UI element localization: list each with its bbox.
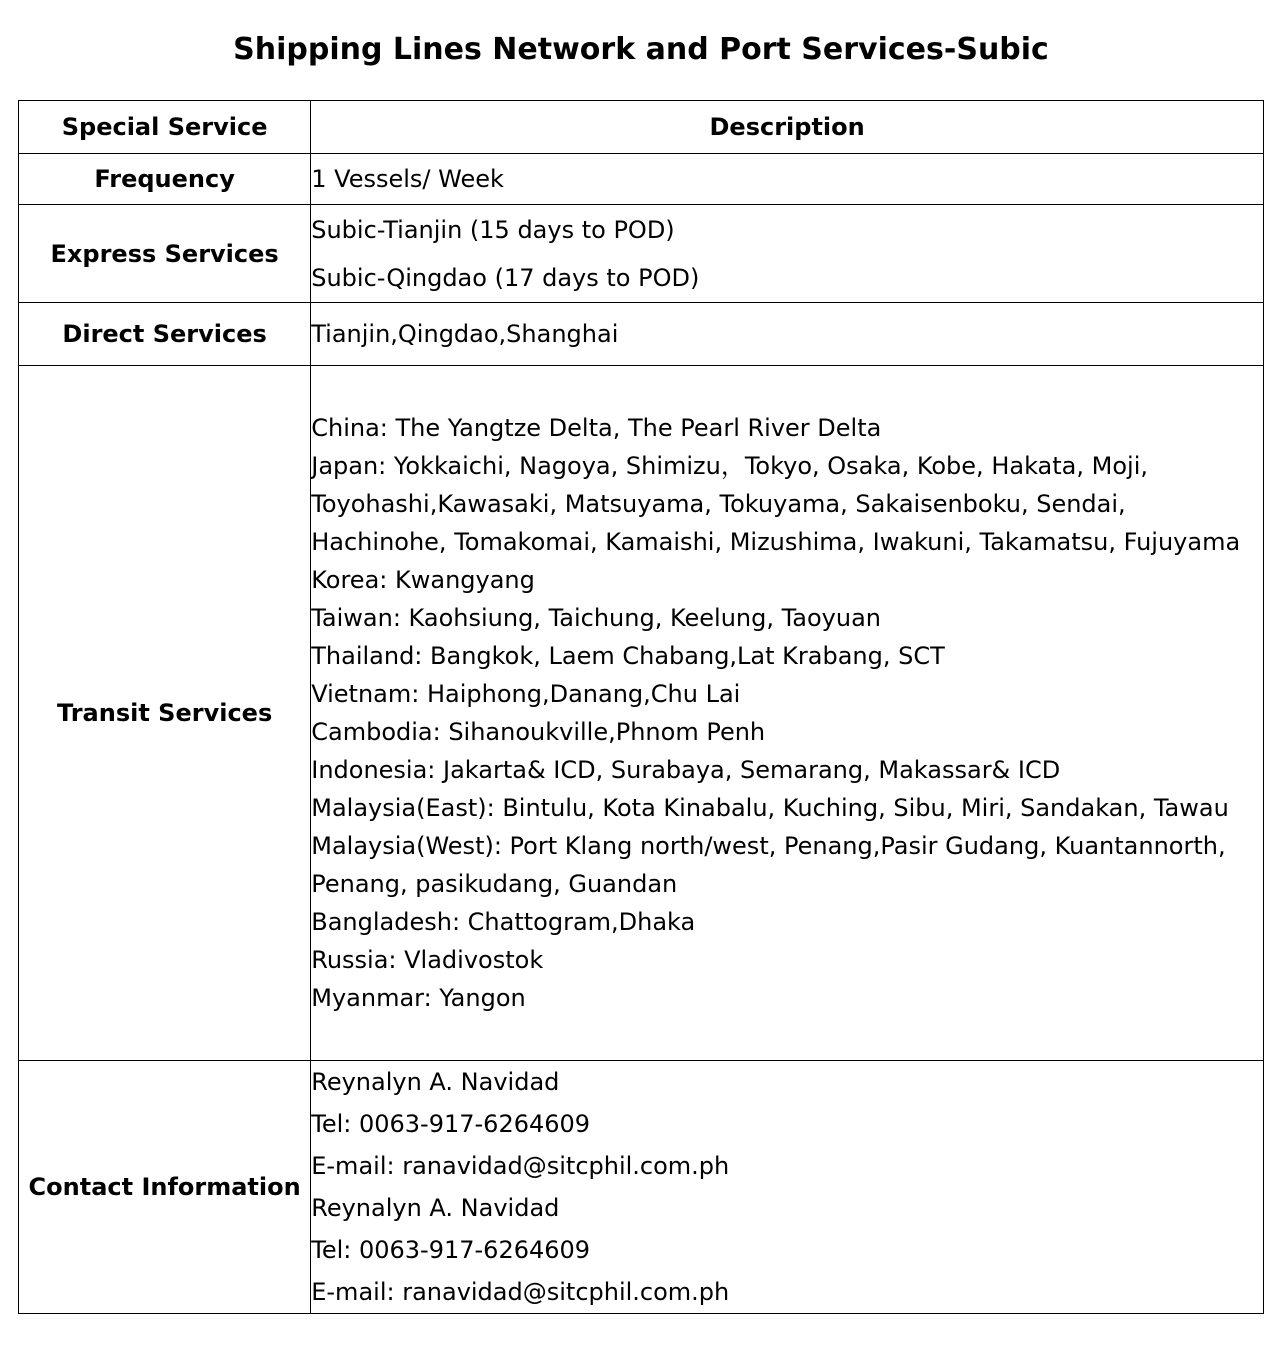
transit-region: Malaysia(East): Bintulu, Kota Kinabalu, Kuching, Sibu, Miri, Sandakan, Tawau: [311, 794, 1229, 822]
frequency-row: [19, 154, 1264, 205]
transit-region: Bangladesh: Chattogram,Dhaka: [311, 908, 696, 936]
contact-information-row: [19, 1061, 1264, 1314]
transit-region: Indonesia: Jakarta& ICD, Surabaya, Semarang, Makassar& ICD: [311, 756, 1061, 784]
transit-region: Taiwan: Kaohsiung, Taichung, Keelung, Taoyuan: [311, 604, 882, 632]
frequency-value: 1 Vessels/ Week: [311, 154, 1264, 205]
header-description: Description: [311, 101, 1264, 154]
contact-phone: Tel: 0063-917-6264609: [311, 1236, 591, 1264]
transit-services-label: Transit Services: [19, 366, 311, 1061]
transit-services-row: [19, 366, 1264, 1061]
direct-services-label: Direct Services: [19, 303, 311, 366]
contact-information-label: Contact Information: [19, 1061, 311, 1314]
express-route: Subic-Qingdao (17 days to POD): [311, 263, 700, 292]
contact-name: Reynalyn A. Navidad: [311, 1194, 560, 1222]
transit-services-description: [311, 366, 1264, 1061]
contact-email: E-mail: ranavidad@sitcphil.com.ph: [311, 1152, 730, 1180]
transit-region: Cambodia: Sihanoukville,Phnom Penh: [311, 718, 766, 746]
contact-information-description: [311, 1061, 1264, 1314]
transit-region: Japan: Yokkaichi, Nagoya, Shimizu，Tokyo, Osaka, Kobe, Hakata, Moji, Toyohashi,Kawasaki, Matsuyama, Tokuyama, Sakaisenboku, Sendai, Hachinohe, Tomakomai, Kamaishi, Mizushima, Iwakuni, Takamatsu, Fujuyama: [311, 452, 1241, 556]
document-title: Shipping Lines Network and Port Services-Subic: [233, 32, 1049, 67]
frequency-label: Frequency: [19, 154, 311, 205]
transit-region: Vietnam: Haiphong,Danang,Chu Lai: [311, 680, 741, 708]
transit-region: Korea: Kwangyang: [311, 566, 535, 594]
express-services-description: [311, 205, 1264, 303]
direct-services-value: Tianjin,Qingdao,Shanghai: [311, 303, 1264, 366]
transit-region: Thailand: Bangkok, Laem Chabang,Lat Krabang, SCT: [311, 642, 945, 670]
transit-region: Malaysia(West): Port Klang north/west, Penang,Pasir Gudang, Kuantannorth, Penang, pasikudang, Guandan: [311, 832, 1226, 898]
header-row: [19, 101, 1264, 154]
contact-phone: Tel: 0063-917-6264609: [311, 1110, 591, 1138]
header-special-service: Special Service: [19, 101, 311, 154]
direct-services-row: [19, 303, 1264, 366]
transit-region: Russia: Vladivostok: [311, 946, 544, 974]
transit-region: Myanmar: Yangon: [311, 984, 526, 1012]
express-services-label: Express Services: [19, 205, 311, 303]
contact-email: E-mail: ranavidad@sitcphil.com.ph: [311, 1278, 730, 1306]
express-services-row: [19, 205, 1264, 303]
transit-region: China: The Yangtze Delta, The Pearl River Delta: [311, 414, 882, 442]
express-route: Subic-Tianjin (15 days to POD): [311, 215, 675, 244]
contact-name: Reynalyn A. Navidad: [311, 1068, 560, 1096]
services-table: [18, 100, 1264, 1314]
